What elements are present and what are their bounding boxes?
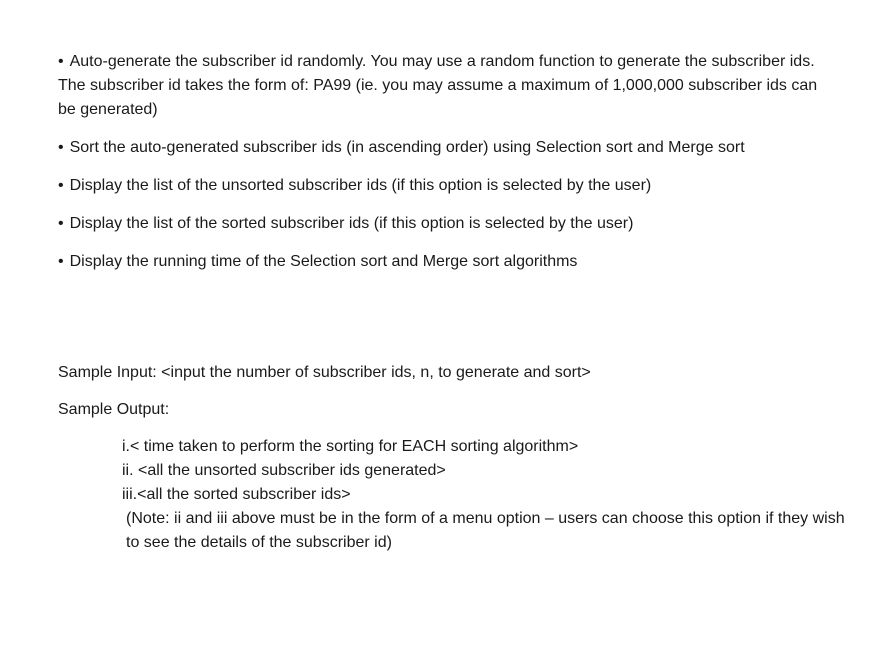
bullet-icon: • (58, 215, 64, 232)
requirement-item (58, 250, 838, 274)
requirement-text: Display the running time of the Selection sort and Merge sort algorithms (69, 253, 578, 270)
sample-output-heading: Sample Output: (58, 401, 170, 418)
sample-output-list (122, 435, 848, 555)
sample-output-item: iii.<all the sorted subscriber ids> (122, 486, 351, 503)
requirement-text: Auto-generate the subscriber id randomly. You may use a random function to generate the subscriber ids. The subscriber id takes the form of: PA99 (ie. you may assume a maximum of 1,000,000 subscriber ids can be generated) (58, 53, 818, 118)
requirements-list (58, 50, 838, 288)
bullet-icon: • (58, 177, 64, 194)
sample-note: (Note: ii and iii above must be in the form of a menu option – users can choose this option if they wish to see the details of the subscriber id) (126, 510, 845, 551)
bullet-icon: • (58, 253, 64, 270)
bullet-icon: • (58, 139, 64, 156)
requirement-item (58, 174, 838, 198)
sample-section (58, 361, 848, 555)
requirement-item (58, 50, 838, 122)
bullet-icon: • (58, 53, 64, 70)
requirement-text: Sort the auto-generated subscriber ids (in ascending order) using Selection sort and Merge sort (69, 139, 745, 156)
requirement-item (58, 136, 838, 160)
requirement-text: Display the list of the sorted subscriber ids (if this option is selected by the user) (69, 215, 634, 232)
sample-output-item: i.< time taken to perform the sorting for EACH sorting algorithm> (122, 438, 579, 455)
sample-input: Sample Input: <input the number of subscriber ids, n, to generate and sort> (58, 364, 591, 381)
sample-output-item: ii. <all the unsorted subscriber ids generated> (122, 462, 446, 479)
requirement-item (58, 212, 838, 236)
requirement-text: Display the list of the unsorted subscriber ids (if this option is selected by the user) (69, 177, 652, 194)
